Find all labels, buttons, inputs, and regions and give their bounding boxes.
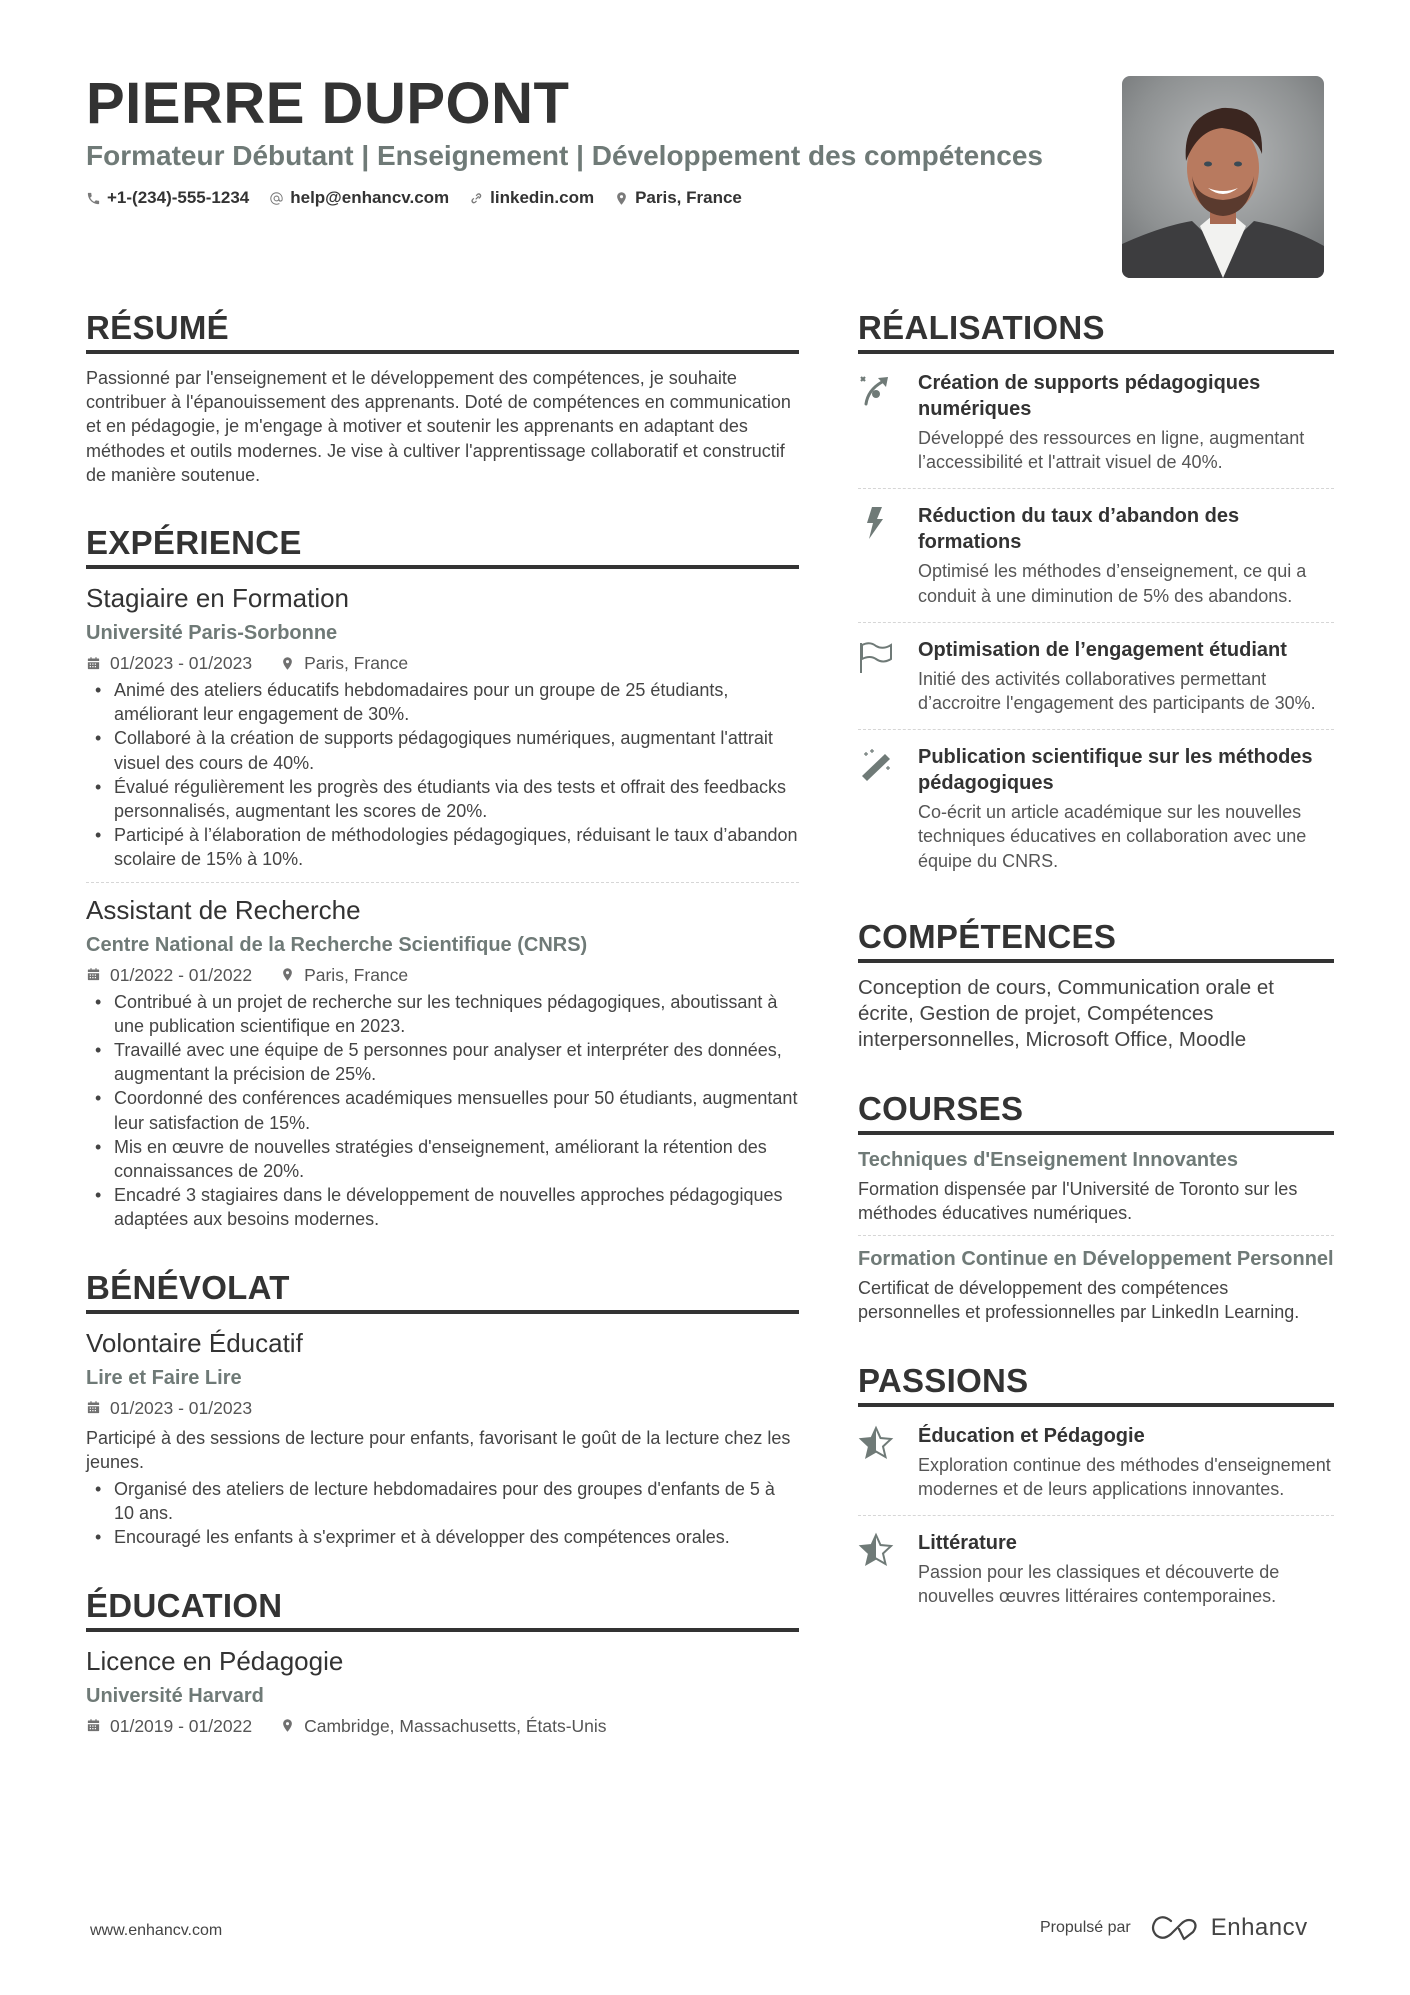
star-half-icon [858, 1425, 894, 1461]
achievement-item [858, 633, 1334, 723]
achievement-description: Optimisé les méthodes d’enseignement, ce qui a conduit à une diminution de 5% des abandons. [918, 561, 1307, 606]
volunteer-description: Participé à des sessions de lecture pour enfants, favorisant le goût de la lecture chez les jeunes. [86, 1427, 791, 1472]
skills-list: Conception de cours, Communication orale et écrite, Gestion de projet, Compétences interpersonnelles, Microsoft Office, Moodle [858, 975, 1274, 1051]
contact-location [614, 188, 742, 208]
bullet-item: • Encadré 3 stagiaires dans le développement de nouvelles approches pédagogiques adaptées aux besoins modernes. [86, 1183, 799, 1231]
link-icon [469, 191, 484, 206]
bullet-item: • Mis en œuvre de nouvelles stratégies d'enseignement, améliorant la rétention des connaissances de 20%. [86, 1135, 799, 1183]
section-title-passions: PASSIONS [858, 1361, 1029, 1399]
resume-header [86, 72, 1086, 208]
star-half-icon [858, 1532, 894, 1568]
job-bullets [86, 678, 799, 872]
location-icon [280, 1718, 295, 1733]
bullet-item: • Coordonné des conférences académiques mensuelles pour 50 étudiants, augmentant leur satisfaction de 15%. [86, 1086, 799, 1134]
experience-section [86, 523, 799, 1232]
job-bullets [86, 990, 799, 1232]
calendar-icon [86, 1400, 101, 1415]
candidate-name: PIERRE DUPONT [86, 71, 570, 136]
education-location [280, 1714, 606, 1738]
magic-wand-icon [858, 746, 894, 782]
passion-title: Littérature [918, 1532, 1017, 1555]
bullet-item: • Animé des ateliers éducatifs hebdomadaires pour un groupe de 25 étudiants, améliorant leur engagement de 30%. [86, 678, 799, 726]
section-title-volunteer: BÉNÉVOLAT [86, 1268, 290, 1306]
section-title-achievements: RÉALISATIONS [858, 309, 1105, 346]
section-rule [858, 350, 1334, 354]
job-role: Assistant de Recherche [86, 894, 361, 925]
left-column [86, 308, 799, 1774]
job-location-text: Paris, France [304, 964, 409, 985]
achievement-description: Co-écrit un article académique sur les nouvelles techniques éducatives en collaboration avec une équipe du CNRS. [918, 802, 1307, 871]
job-dates [86, 651, 252, 675]
volunteer-dates-text: 01/2023 - 01/2023 [110, 1397, 253, 1418]
calendar-icon [86, 656, 101, 671]
education-meta [86, 1714, 799, 1738]
course-title: Formation Continue en Développement Personnel [858, 1248, 1334, 1271]
location-icon [614, 191, 629, 206]
passion-description: Exploration continue des méthodes d'enseignement modernes et de leurs applications innovantes. [918, 1454, 1331, 1499]
section-rule [86, 350, 799, 354]
entry-divider [858, 488, 1334, 489]
entry-divider [858, 1235, 1334, 1236]
right-column [858, 308, 1334, 1652]
section-title-skills: COMPÉTENCES [858, 917, 1117, 955]
job-dates [86, 963, 252, 987]
achievement-title: Publication scientifique sur les méthodes pédagogiques [918, 746, 1313, 795]
job-dates-text: 01/2022 - 01/2022 [110, 964, 253, 985]
volunteer-bullets [86, 1477, 799, 1550]
degree: Licence en Pédagogie [86, 1645, 344, 1676]
entry-divider [86, 882, 799, 883]
bullet-item: • Organisé des ateliers de lecture hebdomadaires pour des groupes d'enfants de 5 à 10 ans. [86, 1477, 799, 1525]
courses-section [858, 1089, 1334, 1325]
flag-icon [858, 639, 894, 675]
achievement-item [858, 499, 1334, 615]
course-title: Techniques d'Enseignement Innovantes [858, 1148, 1239, 1171]
at-icon [269, 191, 284, 206]
achievement-description: Développé des ressources en ligne, augmentant l’accessibilité et l'attrait visuel de 40%. [918, 428, 1305, 473]
achievement-item [858, 740, 1334, 881]
brand-name: Enhancv [1210, 1914, 1308, 1941]
section-title-courses: COURSES [858, 1089, 1024, 1127]
enhancv-logo-icon [1151, 1915, 1201, 1941]
contact-email[interactable] [269, 188, 449, 208]
contact-phone[interactable] [86, 188, 249, 208]
location-icon [280, 967, 295, 982]
job-location-text: Paris, France [304, 653, 409, 674]
portrait-illustration [1122, 76, 1324, 278]
experience-entry [86, 893, 799, 1232]
job-role: Stagiaire en Formation [86, 583, 350, 614]
section-rule [858, 1131, 1334, 1135]
location-icon [280, 656, 295, 671]
candidate-title: Formateur Débutant | Enseignement | Développement des compétences [86, 140, 1044, 171]
passion-title: Éducation et Pédagogie [918, 1424, 1145, 1447]
footer-branding [1040, 1914, 1308, 1942]
section-rule [86, 1628, 799, 1632]
passions-section [858, 1361, 1334, 1617]
course-description: Certificat de développement des compétences personnelles et professionnelles par LinkedIn Learning. [858, 1278, 1300, 1323]
contact-linkedin-text: linkedin.com [490, 188, 595, 207]
achievement-title: Réduction du taux d’abandon des formations [918, 505, 1240, 554]
bullet-item: • Évalué régulièrement les progrès des étudiants via des tests et offrait des feedbacks personnalisés, augmentant les scores de 20%. [86, 775, 799, 823]
skills-section [858, 917, 1334, 1053]
bullet-item: • Encouragé les enfants à s'exprimer et à développer des compétences orales. [86, 1525, 799, 1549]
achievement-title: Optimisation de l’engagement étudiant [918, 638, 1287, 661]
achievement-item [858, 366, 1334, 482]
footer-website[interactable]: www.enhancv.com [90, 1922, 223, 1939]
job-meta [86, 963, 799, 987]
volunteer-entry [86, 1326, 799, 1550]
passion-description: Passion pour les classiques et découverte de nouvelles œuvres littéraires contemporaines. [918, 1562, 1280, 1607]
summary-section [86, 308, 799, 487]
section-rule [86, 1310, 799, 1314]
course-item [858, 1147, 1334, 1225]
volunteer-dates [86, 1396, 252, 1420]
phone-icon [86, 191, 101, 206]
school: Université Harvard [86, 1684, 264, 1707]
education-entry [86, 1644, 799, 1738]
achievement-description: Initié des activités collaboratives permettant d’accroitre l'engagement des participants de 30%. [918, 668, 1316, 714]
course-item [858, 1246, 1334, 1324]
strategy-icon [858, 372, 894, 408]
bullet-item: • Contribué à un projet de recherche sur les techniques pédagogiques, aboutissant à une publication scientifique en 2023. [86, 990, 799, 1038]
job-location [280, 651, 408, 675]
entry-divider [858, 729, 1334, 730]
section-rule [858, 1403, 1334, 1407]
calendar-icon [86, 1718, 101, 1733]
lightning-icon [858, 505, 894, 541]
passion-item [858, 1419, 1334, 1509]
course-description: Formation dispensée par l'Université de Toronto sur les méthodes éducatives numériques. [858, 1178, 1298, 1224]
section-title-summary: RÉSUMÉ [86, 309, 229, 346]
job-company: Centre National de la Recherche Scientifique (CNRS) [86, 933, 588, 956]
profile-photo [1122, 76, 1324, 278]
education-dates [86, 1714, 252, 1738]
section-title-experience: EXPÉRIENCE [86, 524, 302, 562]
contact-phone-text: +1-(234)-555-1234 [107, 188, 250, 207]
section-rule [858, 959, 1334, 963]
section-rule [86, 565, 799, 569]
job-dates-text: 01/2023 - 01/2023 [110, 653, 253, 674]
education-location-text: Cambridge, Massachusetts, États-Unis [304, 1715, 607, 1736]
job-company: Université Paris-Sorbonne [86, 622, 338, 645]
education-section [86, 1586, 799, 1738]
passion-item [858, 1526, 1334, 1616]
achievements-section [858, 308, 1334, 881]
calendar-icon [86, 967, 101, 982]
volunteer-org: Lire et Faire Lire [86, 1366, 242, 1389]
summary-text: Passionné par l'enseignement et le développement des compétences, je souhaite contribuer à l'épanouissement des apprenants. Doté de compétences en communication et en pédagogie, je m'engage à motiver et soutenir les apprenants en adaptant des méthodes et outils modernes. Je vise à cultiver l'apprentissage collaboratif et constructif de manière soutenue. [86, 368, 791, 485]
bullet-item: • Travaillé avec une équipe de 5 personnes pour analyser et interpréter des données, augmentant la précision de 25%. [86, 1038, 799, 1086]
volunteer-meta [86, 1396, 799, 1420]
education-dates-text: 01/2019 - 01/2022 [110, 1715, 253, 1736]
volunteer-section [86, 1268, 799, 1550]
contact-linkedin[interactable] [469, 188, 594, 208]
brand-logo[interactable] [1151, 1914, 1308, 1942]
experience-entry [86, 581, 799, 872]
entry-divider [858, 622, 1334, 623]
contact-email-text: help@enhancv.com [290, 188, 450, 207]
section-title-education: ÉDUCATION [86, 1586, 283, 1624]
volunteer-role: Volontaire Éducatif [86, 1327, 303, 1358]
job-location [280, 963, 408, 987]
entry-divider [858, 1515, 1334, 1516]
powered-by-label: Propulsé par [1040, 1919, 1131, 1936]
bullet-item: • Participé à l’élaboration de méthodologies pédagogiques, réduisant le taux d’abandon scolaire de 15% à 10%. [86, 823, 799, 871]
contact-location-text: Paris, France [635, 188, 742, 207]
contact-row [86, 188, 1086, 208]
bullet-item: • Collaboré à la création de supports pédagogiques numériques, augmentant l'attrait visuel des cours de 40%. [86, 726, 799, 774]
achievement-title: Création de supports pédagogiques numériques [918, 372, 1261, 420]
job-meta [86, 651, 799, 675]
